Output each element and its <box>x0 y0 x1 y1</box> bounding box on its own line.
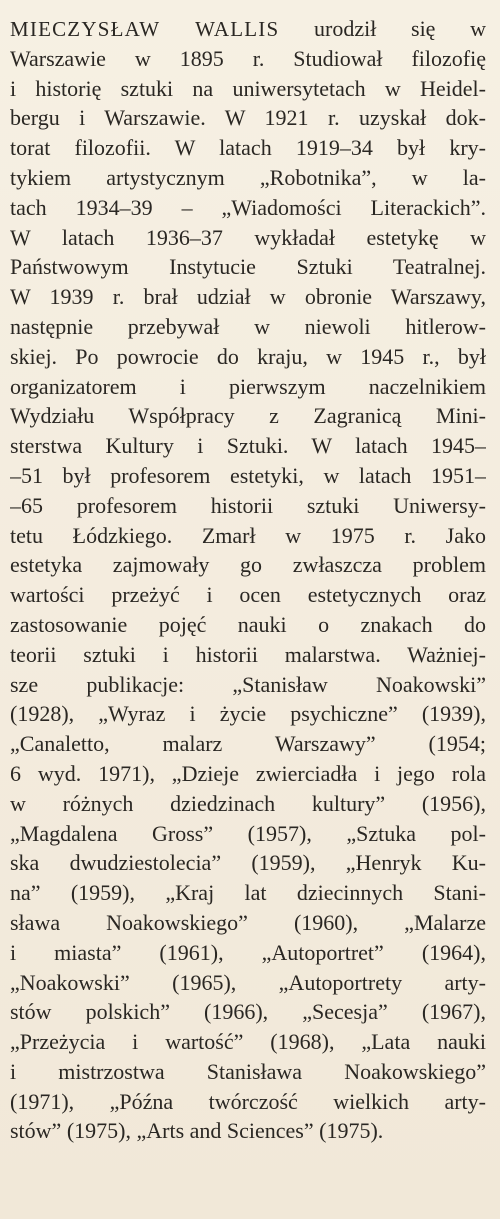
bio-line-text: urodził się w <box>279 16 486 41</box>
bio-line: 6 wyd. 1971), „Dzieje zwierciadła i jego rola <box>10 760 486 786</box>
bio-line: „Canaletto, malarz Warszawy” (1954; <box>10 731 486 757</box>
bio-line: zastosowanie pojęć nauki o znakach do <box>10 611 486 637</box>
bio-line: (1971), „Późna twórczość wielkich arty- <box>10 1088 486 1114</box>
bio-line: Warszawie w 1895 r. Studiował filozofię <box>10 45 486 71</box>
bio-line: torat filozofii. W latach 1919–34 był kry- <box>10 135 486 161</box>
bio-line: i historię sztuki na uniwersytetach w Heidel- <box>10 75 486 101</box>
bio-line: W latach 1936–37 wykładał estetykę w <box>10 224 486 250</box>
bio-line: teorii sztuki i historii malarstwa. Ważniej- <box>10 641 486 667</box>
bio-line: wartości przeżyć i ocen estetycznych oraz <box>10 582 486 608</box>
bio-line: sze publikacje: „Stanisław Noakowski” <box>10 671 486 697</box>
bio-line: sława Noakowskiego” (1960), „Malarze <box>10 909 486 935</box>
bio-line: tach 1934–39 – „Wiadomości Literackich”. <box>10 194 486 220</box>
bio-line: Wydziału Współpracy z Zagranicą Mini- <box>10 403 486 429</box>
bio-line: ska dwudziestolecia” (1959), „Henryk Ku- <box>10 850 486 876</box>
author-name: MIECZYSŁAW WALLIS <box>10 17 280 41</box>
bio-line: „Przeżycia i wartość” (1968), „Lata nauki <box>10 1029 486 1055</box>
bio-line: na” (1959), „Kraj lat dziecinnych Stani- <box>10 880 486 906</box>
bio-line: (1928), „Wyraz i życie psychiczne” (1939), <box>10 701 486 727</box>
bio-line: i mistrzostwa Stanisława Noakowskiego” <box>10 1058 486 1084</box>
bio-line: i miasta” (1961), „Autoportret” (1964), <box>10 939 486 965</box>
bio-line: bergu i Warszawie. W 1921 r. uzyskał dok- <box>10 105 486 131</box>
bio-line <box>10 14 486 44</box>
bio-line: –65 profesorem historii sztuki Uniwersy- <box>10 492 486 518</box>
bio-line: stów polskich” (1966), „Secesja” (1967), <box>10 999 486 1025</box>
bio-line: estetyka zajmowały go zwłaszcza problem <box>10 552 486 578</box>
bio-line: tykiem artystycznym „Robotnika”, w la- <box>10 164 486 190</box>
bio-line: Państwowym Instytucie Sztuki Teatralnej. <box>10 254 486 280</box>
bio-line: –51 był profesorem estetyki, w latach 1951– <box>10 462 486 488</box>
bio-line: stów” (1975), „Arts and Sciences” (1975). <box>10 1118 384 1144</box>
bio-line: tetu Łódzkiego. Zmarł w 1975 r. Jako <box>10 522 486 548</box>
bio-line: w różnych dziedzinach kultury” (1956), <box>10 790 486 816</box>
bio-line: W 1939 r. brał udział w obronie Warszawy, <box>10 284 486 310</box>
bio-line: następnie przebywał w niewoli hitlerow- <box>10 313 486 339</box>
bio-line: „Noakowski” (1965), „Autoportrety arty- <box>10 969 486 995</box>
bio-line: organizatorem i pierwszym naczelnikiem <box>10 373 486 399</box>
bio-line: skiej. Po powrocie do kraju, w 1945 r., był <box>10 343 486 369</box>
bio-line: sterstwa Kultury i Sztuki. W latach 1945– <box>10 433 486 459</box>
bio-line: „Magdalena Gross” (1957), „Sztuka pol- <box>10 820 486 846</box>
author-biography <box>10 14 486 1146</box>
